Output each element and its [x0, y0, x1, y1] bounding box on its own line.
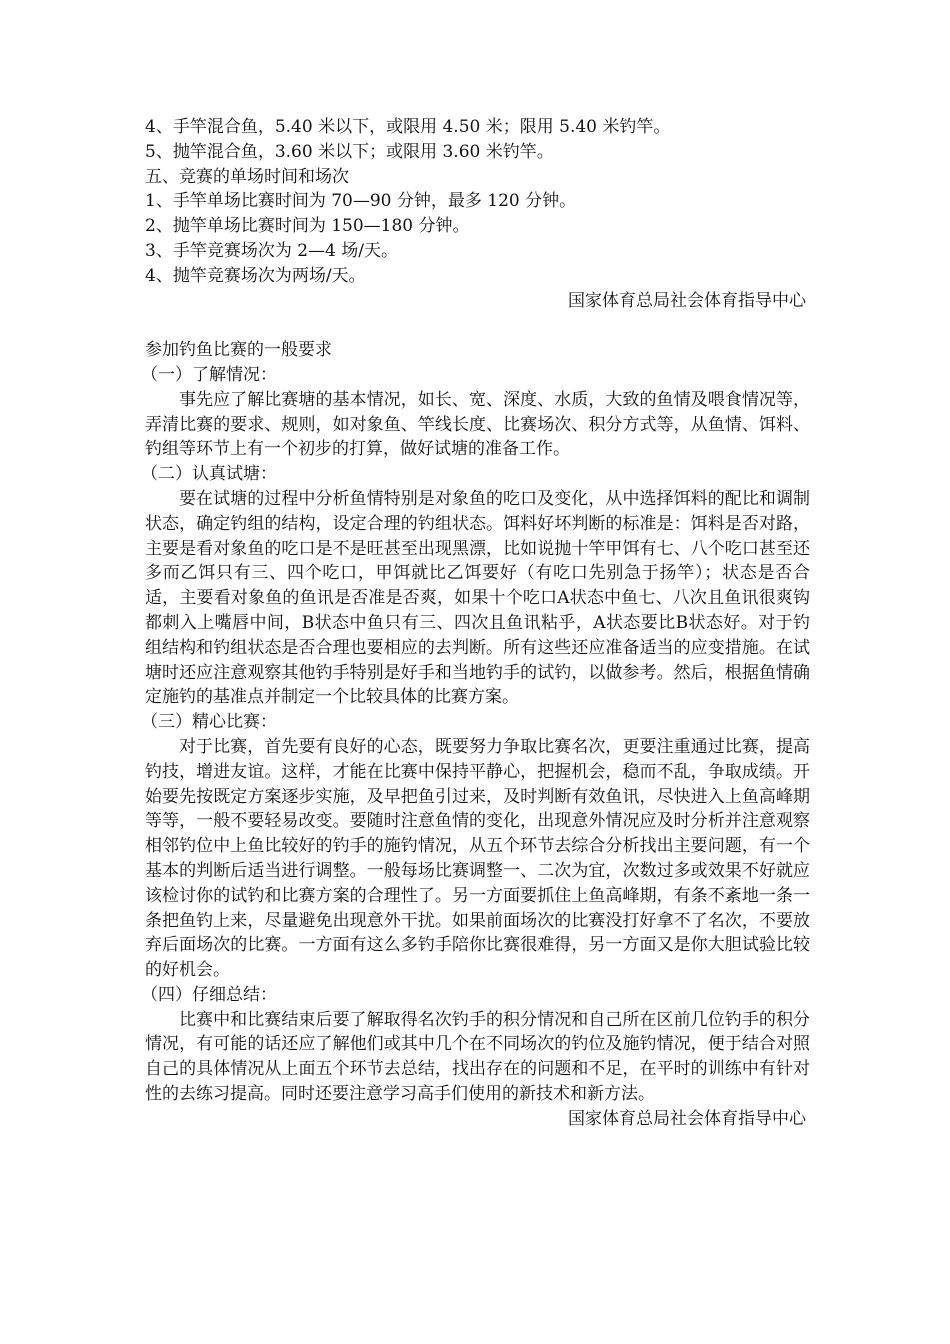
- rule-line-6: 4、抛竿竞赛场次为两场/天。: [145, 265, 366, 286]
- rule-line-1: 4、手竿混合鱼，5.40 米以下，或限用 4.50 米；限用 5.40 米钓竿。: [145, 117, 671, 137]
- rule-line-3: 1、手竿单场比赛时间为 70—90 分钟，最多 120 分钟。: [145, 191, 577, 212]
- rule-line-2: 5、抛竿混合鱼，3.60 米以下；或限用 3.60 米钓竿。: [145, 141, 554, 162]
- section-paragraph-2: 要在试塘的过程中分析鱼情特别是对象鱼的吃口及变化，从中选择饵料的配比和调制状态，确定钓组的结构，设定合理的钓组状态。饵料好坏判断的标准是：饵料是否对路，主要是看对象鱼的吃口是不是旺甚至出现黑漂，比如说抛十竿甲饵有七、八个吃口甚至还多而乙饵只有三、四个吃口，甲饵就比乙饵要好（有吃口先别急于扬竿）；状态是否合适，主要看对象鱼的鱼讯是否准是否爽，如果十个吃口A状态中鱼七、八次且鱼讯很爽钩都刺入上嘴唇中间，B状态中鱼只有三、四次且鱼讯粘乎，A状态要比B状态好。对于钓组结构和钓组状态是否合理也要相应的去判断。所有这些还应准备适当的应变措施。在试塘时还应注意观察其他钓手特别是好手和当地钓手的试钓，以做参考。然后，根据鱼情确定施钓的基准点并制定一个比较具体的比赛方案。: [145, 488, 810, 708]
- section-heading-2: （二）认真试塘：: [141, 464, 277, 485]
- document-page: [141, 115, 810, 1132]
- section-heading-five: 五、竞赛的单场时间和场次: [145, 166, 349, 187]
- article-title: 参加钓鱼比赛的一般要求: [145, 340, 332, 361]
- section-heading-1: （一）了解情况：: [141, 364, 277, 385]
- section-paragraph-4: 比赛中和比赛结束后要了解取得名次钓手的积分情况和自己所在区前几位钓手的积分情况，有可能的话还应了解他们或其中几个在不同场次的钓位及施钓情况，便于结合对照自己的具体情况从上面五个环节去总结，找出存在的问题和不足，在平时的训练中有针对性的去练习提高。同时还要注意学习高手们使用的新技术和新方法。: [145, 1009, 810, 1105]
- section-paragraph-3: 对于比赛，首先要有良好的心态，既要努力争取比赛名次，更要注重通过比赛，提高钓技，增进友谊。这样，才能在比赛中保持平静心，把握机会，稳而不乱，争取成绩。开始要先按既定方案逐步实施，及早把鱼引过来，及时判断有效鱼讯，尽快进入上鱼高峰期等等，一般不要轻易改变。要随时注意鱼情的变化，出现意外情况应及时分析并注意观察相邻钓位中上鱼比较好的钓手的施钓情况，从五个环节去综合分析找出主要问题，有一个基本的判断后适当进行调整。一般每场比赛调整一、二次为宜，次数过多或效果不好就应该检讨你的试钓和比赛方案的合理性了。另一方面要抓住上鱼高峰期，有条不紊地一条一条把鱼钓上来，尽量避免出现意外干扰。如果前面场次的比赛没打好拿不了名次，不要放弃后面场次的比赛。一方面有这么多钓手陪你比赛很难得，另一方面又是你大胆试验比较的好机会。: [145, 736, 810, 981]
- section-heading-4: （四）仔细总结：: [141, 984, 277, 1005]
- spacer: [145, 313, 810, 338]
- rule-line-4: 2、抛竿单场比赛时间为 150—180 分钟。: [145, 216, 470, 237]
- signature-2: 国家体育总局社会体育指导中心: [568, 1108, 806, 1129]
- rule-line-5: 3、手竿竞赛场次为 2—4 场/天。: [145, 240, 398, 261]
- signature-1: 国家体育总局社会体育指导中心: [568, 290, 806, 311]
- section-paragraph-1: 事先应了解比赛塘的基本情况，如长、宽、深度、水质，大致的鱼情及喂食情况等，弄清比赛的要求、规则，如对象鱼、竿线长度、比赛场次、积分方式等，从鱼情、饵料、钓组等环节上有一个初步的打算，做好试塘的准备工作。: [145, 389, 810, 460]
- section-heading-3: （三）精心比赛：: [141, 712, 277, 733]
